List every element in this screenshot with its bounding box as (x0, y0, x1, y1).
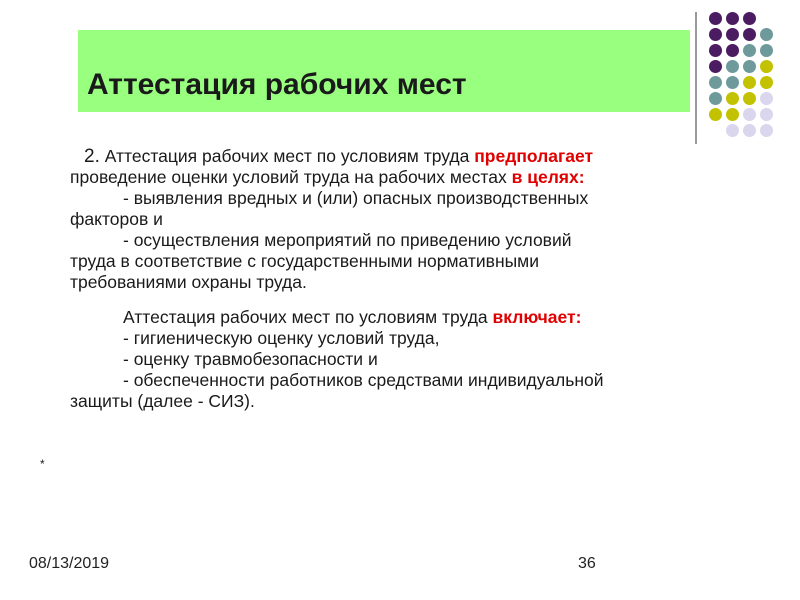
text-span: Аттестация рабочих мест по условиям труда (123, 307, 493, 327)
decor-dot (743, 60, 756, 73)
paragraph-1-line-2 (70, 167, 750, 188)
decor-dot (709, 108, 722, 121)
decor-dot (726, 124, 739, 137)
bullet-1-line-1: - выявления вредных и (или) опасных производственных (123, 188, 589, 208)
bullet-2-line-1: - осуществления мероприятий по приведению условий (123, 230, 572, 250)
decor-dot (743, 76, 756, 89)
decor-dot (709, 44, 722, 57)
decor-dot (760, 28, 773, 41)
decor-dot (709, 28, 722, 41)
decor-dot (726, 28, 739, 41)
decor-dot (726, 108, 739, 121)
decor-dot (726, 60, 739, 73)
decor-dot (743, 108, 756, 121)
decor-dot (743, 124, 756, 137)
decor-dot (726, 12, 739, 25)
slide-body (70, 146, 750, 412)
decor-dot (726, 92, 739, 105)
footnote-star: * (40, 457, 45, 471)
slide-title: Аттестация рабочих мест (87, 68, 467, 101)
decor-dot (709, 76, 722, 89)
list-number: 2. (84, 146, 100, 167)
bullet-2-line-3: требованиями охраны труда. (70, 272, 307, 292)
highlight-text: включает: (492, 307, 582, 327)
page-number: 36 (578, 555, 596, 572)
text-span: проведение оценки условий труда на рабочих местах (70, 167, 512, 187)
decor-dot (760, 76, 773, 89)
item-3-line-2: защиты (далее - СИЗ). (70, 391, 255, 411)
bullet-1-line-2: факторов и (70, 209, 163, 229)
decor-dot (760, 60, 773, 73)
decor-dot (743, 44, 756, 57)
decor-dot (709, 60, 722, 73)
paragraph-1-line-1 (70, 146, 750, 167)
footer-date: 08/13/2019 (29, 555, 110, 572)
decor-dot (726, 76, 739, 89)
highlight-text: предполагает (474, 146, 594, 166)
decor-dot (709, 92, 722, 105)
decor-dot (760, 92, 773, 105)
decor-dot (743, 28, 756, 41)
decor-dot (726, 44, 739, 57)
text-span: Аттестация рабочих мест по условиям труда (99, 146, 475, 166)
bullet-2-line-2: труда в соответствие с государственными нормативными (70, 251, 539, 271)
item-3-line-1: - обеспеченности работников средствами индивидуальной (123, 370, 604, 390)
divider-line (695, 12, 697, 144)
decor-dot (760, 108, 773, 121)
paragraph-2-line-1 (70, 307, 750, 328)
spacer (70, 293, 750, 307)
item-1: - гигиеническую оценку условий труда, (123, 328, 440, 348)
decor-dot (709, 12, 722, 25)
item-2: - оценку травмобезопасности и (123, 349, 378, 369)
decor-dot (760, 44, 773, 57)
highlight-text: в целях: (511, 167, 585, 187)
decor-dot (760, 124, 773, 137)
decor-dot (743, 92, 756, 105)
decor-dot (743, 12, 756, 25)
